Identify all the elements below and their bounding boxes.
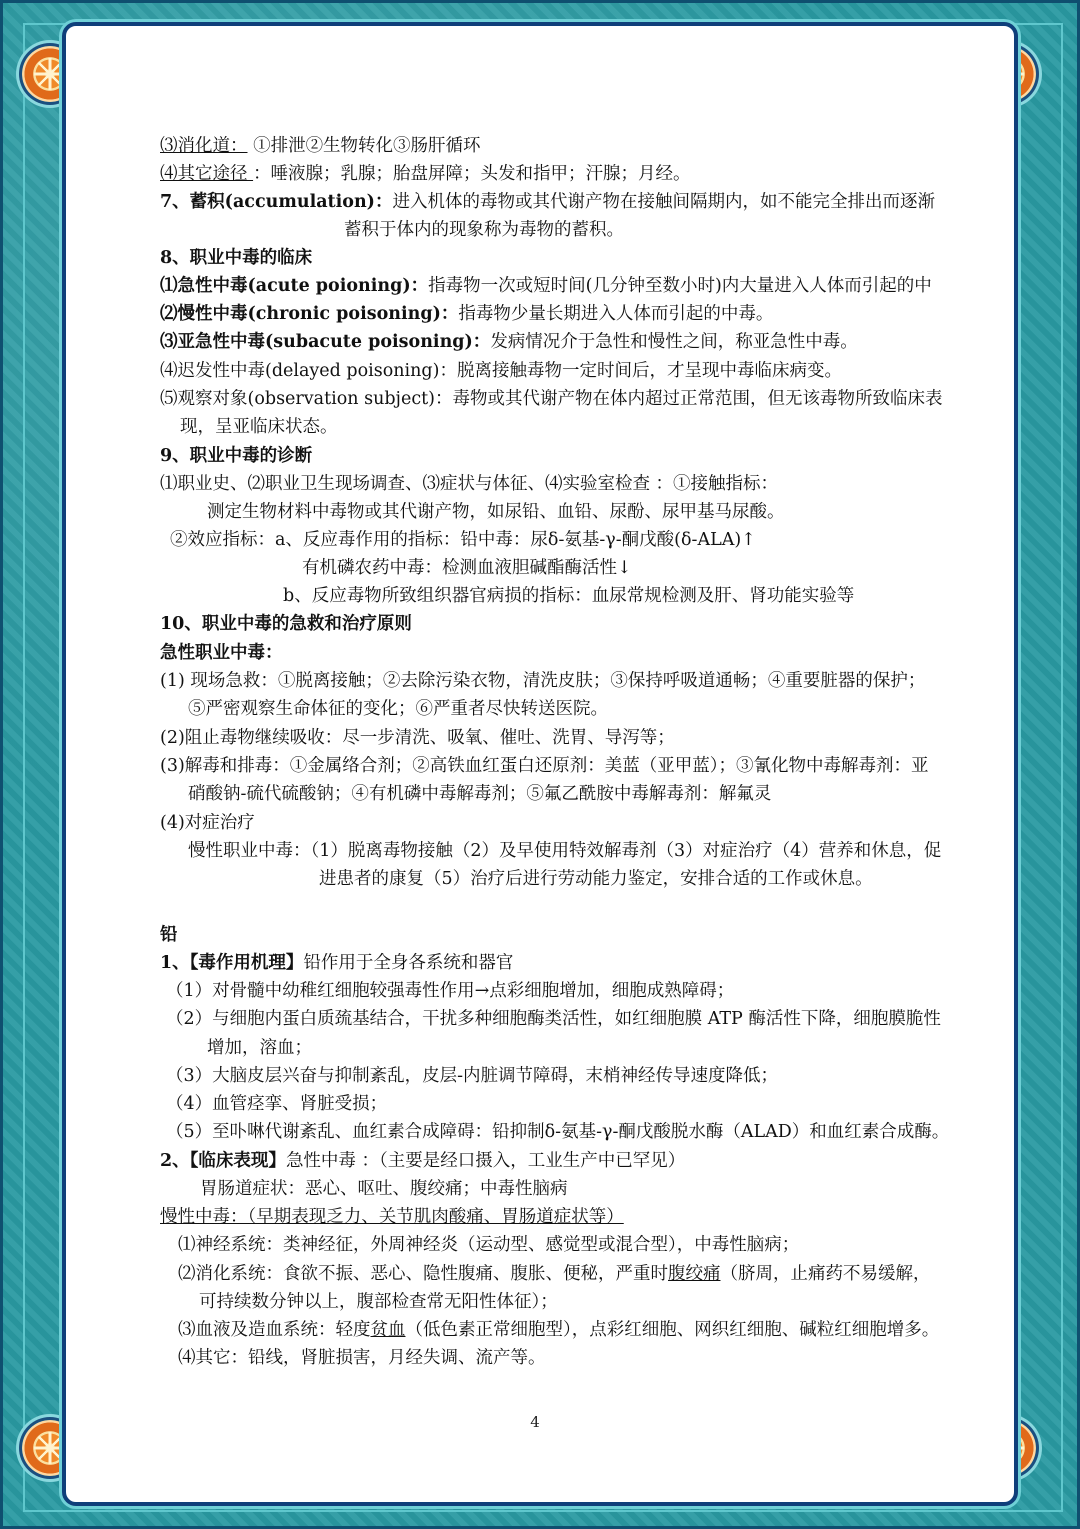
text-line: ⑴神经系统：类神经征，外周神经炎（运动型、感觉型或混合型），中毒性脑病； — [178, 1235, 800, 1255]
text-line — [160, 331, 858, 353]
text-line — [160, 275, 932, 297]
text-span: ⑷其它途径 — [160, 164, 254, 184]
text-line: (2)阻止毒物继续吸收：尽一步清洗、吸氧、催吐、洗胃、导泻等； — [160, 728, 675, 748]
text-line: 胃肠道症状：恶心、呕吐、腹绞痛；中毒性脑病 — [200, 1179, 568, 1199]
text-line: （5）至卟啉代谢紊乱、血红素合成障碍：铅抑制δ-氨基-γ-酮戊酸脱水酶（ALAD）和血红素合成酶。 — [166, 1122, 950, 1142]
text-line — [160, 135, 481, 157]
text-line: 进患者的康复（5）治疗后进行劳动能力鉴定，安排合适的工作或休息。 — [319, 869, 873, 889]
text-span: 指毒物少量长期进入人体而引起的中毒。 — [458, 304, 774, 324]
text-line: ⑤严密观察生命体征的变化；⑥严重者尽快转送医院。 — [188, 699, 608, 719]
text-line: 测定生物材料中毒物或其代谢产物，如尿铅、血铅、尿酚、尿甲基马尿酸。 — [207, 502, 785, 522]
text-line: ⑷迟发性中毒(delayed poisoning)：脱离接触毒物一定时间后，才呈现中毒临床病变。 — [160, 361, 842, 381]
text-line: 慢性职业中毒：（1）脱离毒物接触（2）及早使用特效解毒剂（3）对症治疗（4）营养和休息，促 — [188, 841, 942, 861]
text-span: ⑶亚急性中毒(subacute poisoning)： — [160, 332, 491, 352]
section-heading: 铅 — [160, 925, 178, 945]
text-line: （2）与细胞内蛋白质巯基结合，干扰多种细胞酶类活性，如红细胞膜 ATP 酶活性下降，细胞膜脆性 — [166, 1009, 941, 1029]
text-line: （1）对骨髓中幼稚红细胞较强毒性作用→点彩细胞增加，细胞成熟障碍； — [166, 981, 735, 1001]
text-span: 急性中毒 ：（主要是经口摄入，工业生产中已罕见） — [285, 1151, 686, 1171]
text-line: （4）血管痉挛、肾脏受损； — [166, 1094, 388, 1114]
text-span: （低色素正常细胞型），点彩红细胞、网织红细胞、碱粒红细胞增多。 — [405, 1320, 940, 1340]
text-line: 慢性中毒：（早期表现乏力、关节肌肉酸痛、胃肠道症状等） — [160, 1207, 624, 1227]
text-line: ⑸观察对象(observation subject)：毒物或其代谢产物在体内超过正常范围，但无该毒物所致临床表 — [160, 389, 943, 409]
text-line — [160, 952, 513, 974]
text-line: 现，呈亚临床状态。 — [180, 417, 338, 437]
text-span: 指毒物一次或短时间(几分钟至数小时)内大量进入人体而引起的中 — [428, 276, 932, 296]
text-line — [160, 1150, 685, 1172]
section-heading — [160, 191, 935, 213]
text-span: 发病情况介于急性和慢性之间，称亚急性中毒。 — [490, 332, 858, 352]
text-line — [178, 1319, 939, 1341]
text-span: 腹绞痛 — [668, 1264, 721, 1284]
text-span: ①排泄②生物转化③肠肝循环 — [247, 136, 481, 156]
text-line — [160, 303, 773, 325]
text-span: 2、【临床表现】 — [160, 1151, 286, 1171]
text-span: 贫血 — [370, 1320, 406, 1340]
text-span: 进入机体的毒物或其代谢产物在接触间隔期内，如不能完全排出而逐渐 — [392, 192, 935, 212]
section-heading: 9、职业中毒的诊断 — [160, 446, 313, 466]
text-line — [160, 163, 691, 185]
text-span: ⑴急性中毒(acute poioning)： — [160, 276, 429, 296]
text-span: 1、【毒作用机理】 — [160, 953, 304, 973]
text-span: ⑶血液及造血系统：轻度 — [178, 1320, 371, 1340]
text-line: (1) 现场急救：①脱离接触；②去除污染衣物，清洗皮肤；③保持呼吸道通畅；④重要脏器的保护； — [160, 671, 926, 691]
text-line: 硝酸钠-硫代硫酸钠；④有机磷中毒解毒剂；⑤氟乙酰胺中毒解毒剂：解氟灵 — [188, 784, 772, 804]
text-span: ⑶消化道： — [160, 136, 248, 156]
text-line: b、反应毒物所致组织器官病损的指标：血尿常规检测及肝、肾功能实验等 — [283, 586, 855, 606]
text-line: 有机磷农药中毒：检测血液胆碱酯酶活性↓ — [302, 558, 632, 578]
text-span: 铅作用于全身各系统和器官 — [303, 953, 514, 973]
text-span: ⑵慢性中毒(chronic poisoning)： — [160, 304, 459, 324]
section-heading: 8、职业中毒的临床 — [160, 248, 313, 268]
text-line: 增加，溶血； — [207, 1038, 312, 1058]
text-line: ②效应指标：a、反应毒作用的指标：铅中毒：尿δ-氨基-γ-酮戊酸(δ-ALA)↑ — [170, 530, 756, 550]
section-heading: 10、职业中毒的急救和治疗原则 — [160, 614, 412, 634]
text-line: 蓄积于体内的现象称为毒物的蓄积。 — [344, 220, 624, 240]
text-span: （脐周，止痛药不易缓解， — [720, 1264, 931, 1284]
section-heading: 急性职业中毒： — [160, 643, 283, 663]
text-line: (3)解毒和排毒：①金属络合剂；②高铁血红蛋白还原剂：美蓝（亚甲蓝）；③氰化物中毒解毒剂：亚 — [160, 756, 929, 776]
text-span: ：唾液腺；乳腺；胎盘屏障；头发和指甲；汗腺；月经。 — [253, 164, 691, 184]
text-line: ⑴职业史、⑵职业卫生现场调查、⑶症状与体征、⑷实验室检查 ：①接触指标： — [160, 474, 779, 494]
page-number: 4 — [530, 1413, 540, 1431]
text-line: 可持续数分钟以上，腹部检查常无阳性体征）； — [199, 1292, 558, 1312]
text-line — [178, 1263, 931, 1285]
text-line: ⑷其它：铅线，肾脏损害，月经失调、流产等。 — [178, 1348, 546, 1368]
text-line: (4)对症治疗 — [160, 813, 255, 833]
text-line: （3）大脑皮层兴奋与抑制紊乱，皮层-内脏调节障碍，末梢神经传导速度降低； — [166, 1066, 779, 1086]
text-span: 7、蓄积(accumulation)： — [160, 192, 393, 212]
text-span: ⑵消化系统：食欲不振、恶心、隐性腹痛、腹胀、便秘，严重时 — [178, 1264, 668, 1284]
